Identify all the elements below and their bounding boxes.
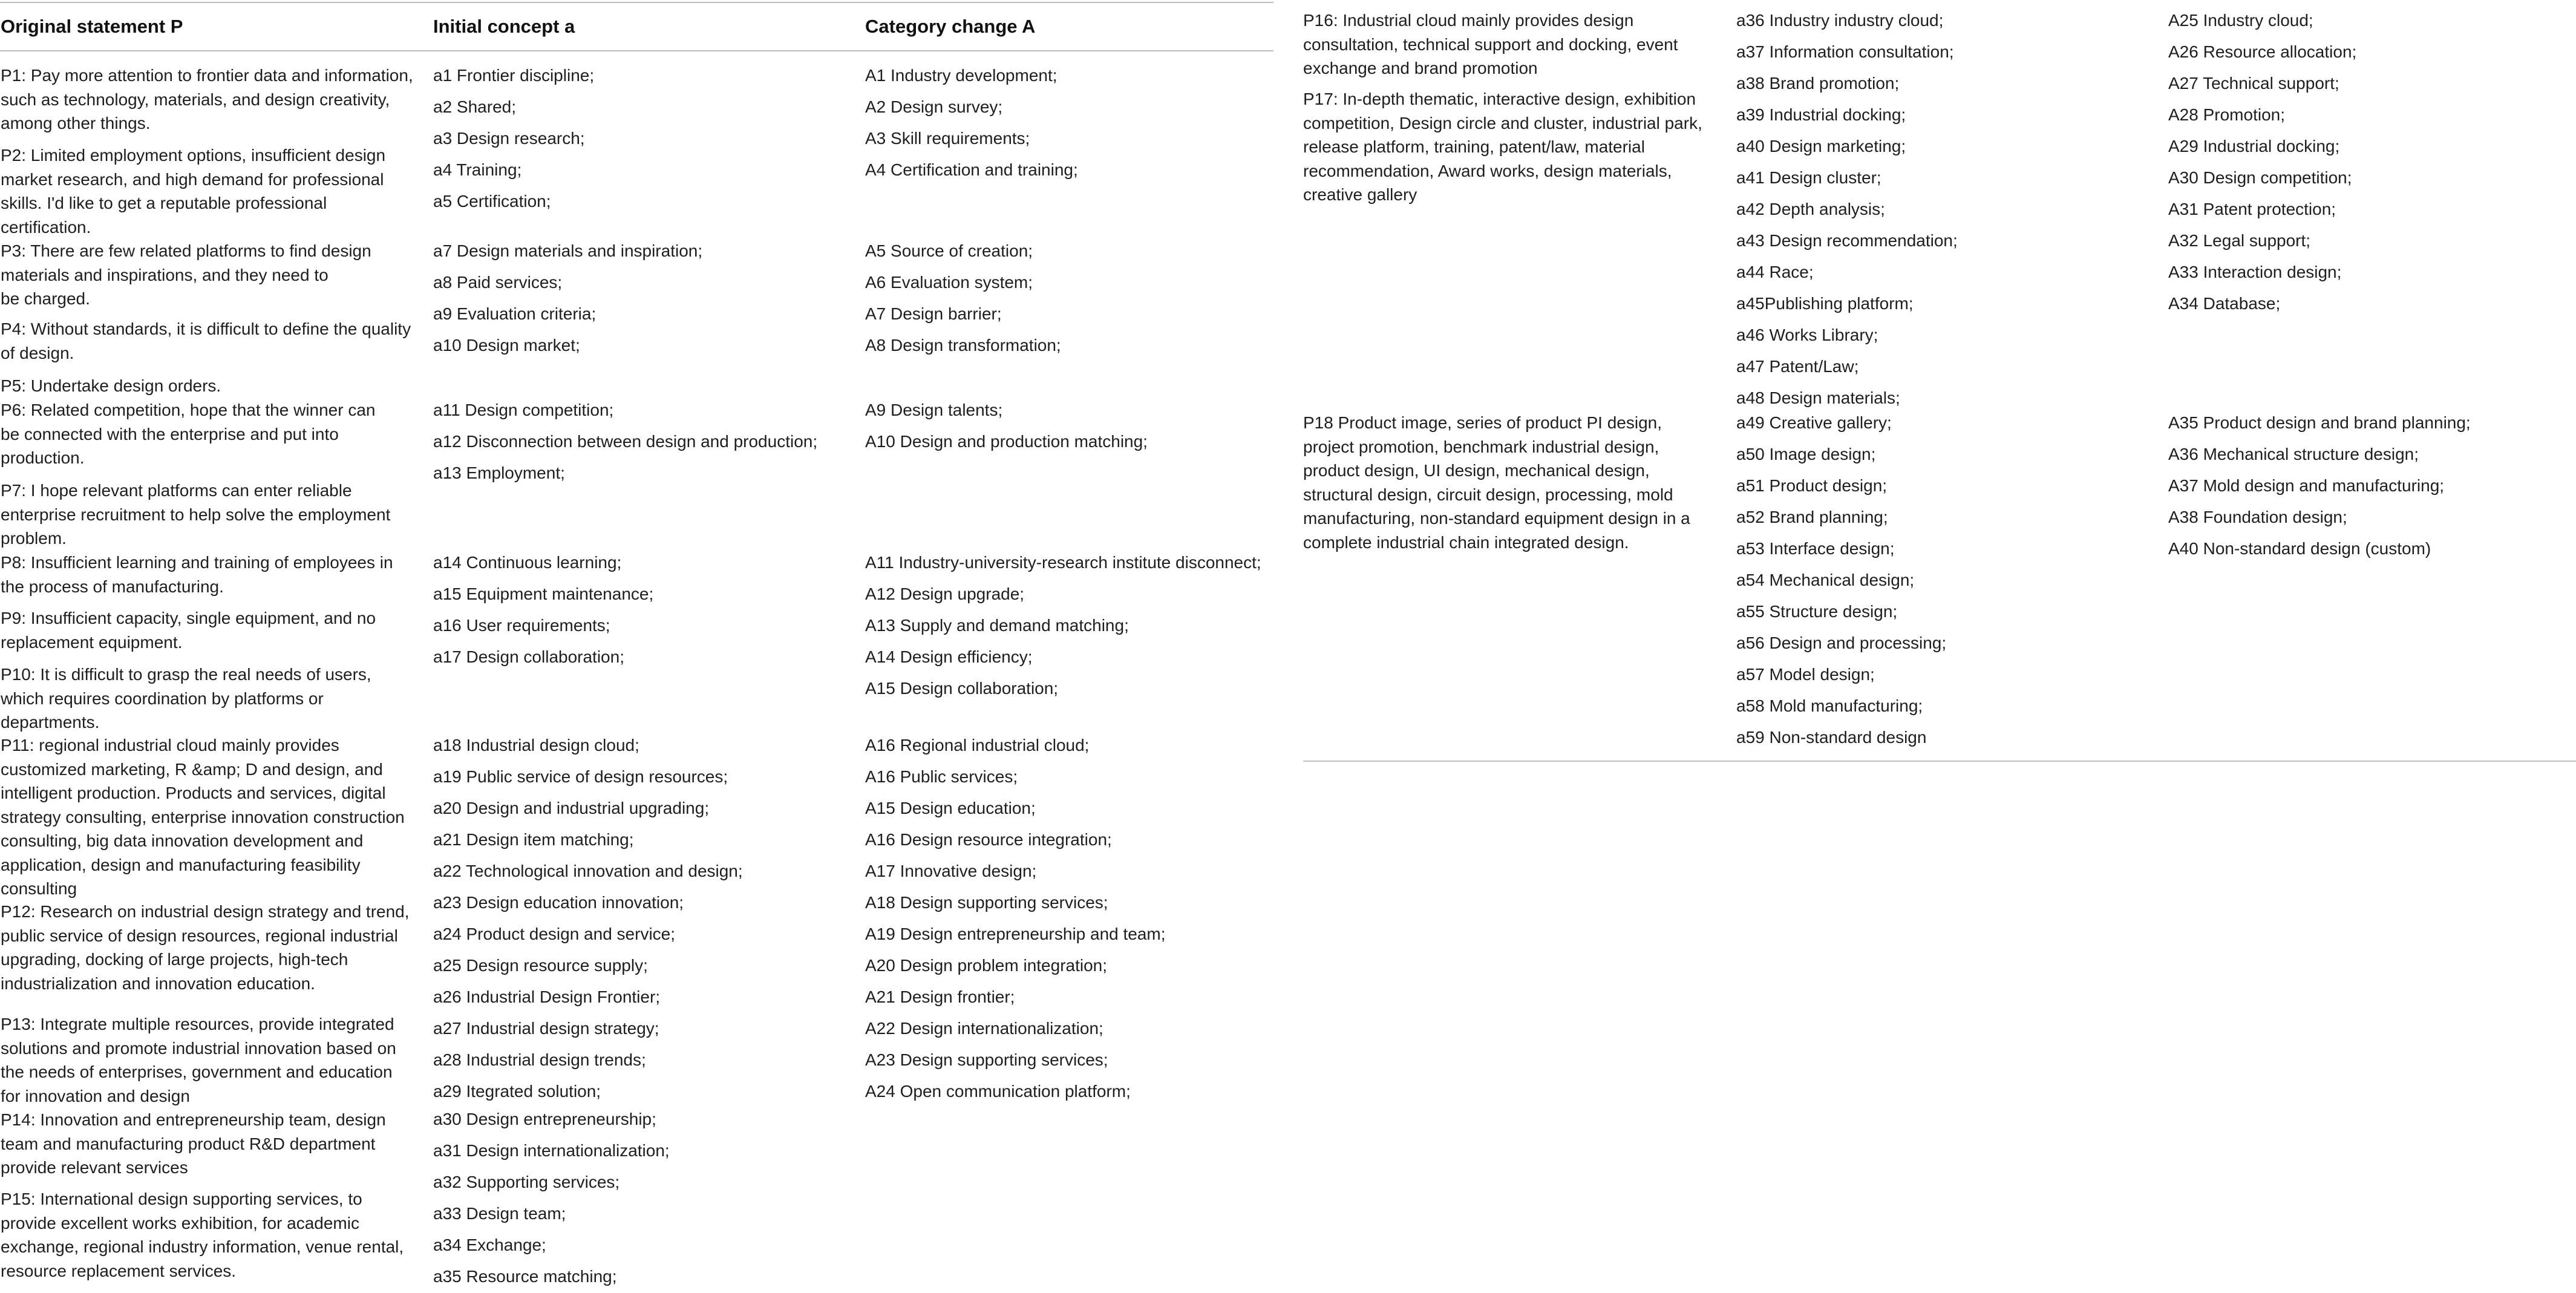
statement-p17: P17: In-depth thematic, interactive design, exhibition competition, Design circle and cluster, industrial park, release platform, training, patent/law, material recommendation, Award works, design materials, creative gallery [1303, 90, 1702, 204]
statement-p8: P8: Insufficient learning and training of employees in the process of manufacturing. [1, 553, 393, 596]
concept-item: a39 Industrial docking; [1736, 105, 1906, 124]
concept-item: a7 Design materials and inspiration; [433, 241, 703, 260]
statement-p13: P13: Integrate multiple resources, provide integrated solutions and promote industrial innovation based on the needs of enterprises, government and education for innovation and design [1, 1015, 396, 1105]
concept-item: a15 Equipment maintenance; [433, 584, 654, 603]
category-item: A15 Design education; [865, 799, 1036, 817]
concept-item: a51 Product design; [1736, 476, 1888, 495]
concept-item: a46 Works Library; [1736, 326, 1878, 344]
category-item: A12 Design upgrade; [865, 584, 1025, 603]
category-item: A1 Industry development; [865, 66, 1058, 85]
concept-item: a29 Itegrated solution; [433, 1082, 601, 1101]
table-bottom-rule [1303, 761, 2576, 762]
concept-item: a44 Race; [1736, 263, 1814, 281]
statement-p16: P16: Industrial cloud mainly provides design consultation, technical support and docking, event exchange and brand promotion [1303, 11, 1678, 77]
concept-item: a9 Evaluation criteria; [433, 304, 597, 323]
concept-item: a47 Patent/Law; [1736, 357, 1859, 376]
category-item: A34 Database; [2168, 294, 2281, 313]
concept-item: a25 Design resource supply; [433, 956, 648, 975]
concept-item: a19 Public service of design resources; [433, 767, 728, 786]
concept-item: a11 Design competition; [433, 401, 614, 419]
category-item: A18 Design supporting services; [865, 893, 1108, 912]
category-item: A28 Promotion; [2168, 105, 2285, 124]
concept-item: a43 Design recommendation; [1736, 231, 1958, 250]
concept-item: a34 Exchange; [433, 1236, 546, 1254]
concept-item: a17 Design collaboration; [433, 647, 624, 666]
category-item: A2 Design survey; [865, 97, 1003, 116]
concept-item: a49 Creative gallery; [1736, 413, 1892, 432]
category-item: A17 Innovative design; [865, 862, 1037, 880]
concept-item: a55 Structure design; [1736, 602, 1898, 621]
statement-p2: P2: Limited employment options, insufficient design market research, and high demand for professional skills. I'd like to get a reputable professional certification. [1, 146, 386, 237]
category-item: A6 Evaluation system; [865, 273, 1033, 292]
concept-item: a18 Industrial design cloud; [433, 736, 639, 755]
category-item: A15 Design collaboration; [865, 679, 1059, 698]
concept-item: a3 Design research; [433, 129, 585, 148]
category-item: A38 Foundation design; [2168, 508, 2347, 526]
statement-p9: P9: Insufficient capacity, single equipment, and no replacement equipment. [1, 609, 376, 652]
category-item: A9 Design talents; [865, 401, 1003, 419]
category-item: A32 Legal support; [2168, 231, 2311, 250]
statement-p6: P6: Related competition, hope that the winner can be connected with the enterprise and put into production. [1, 401, 376, 467]
table-top-rule [0, 2, 1273, 3]
category-item: A16 Public services; [865, 767, 1018, 786]
category-item: A21 Design frontier; [865, 987, 1015, 1006]
category-item: A40 Non-standard design (custom) [2168, 539, 2431, 558]
statement-p12: P12: Research on industrial design strategy and trend, public service of design resources, regional industrial upgrading, docking of large projects, high-tech industrialization and innovation education. [1, 902, 410, 993]
concept-item: a52 Brand planning; [1736, 508, 1888, 526]
category-item: A22 Design internationalization; [865, 1019, 1103, 1038]
category-item: A27 Technical support; [2168, 74, 2339, 93]
category-item: A4 Certification and training; [865, 160, 1078, 179]
concept-item: a57 Model design; [1736, 665, 1875, 684]
concept-item: a1 Frontier discipline; [433, 66, 595, 85]
category-item: A16 Regional industrial cloud; [865, 736, 1090, 755]
header-bottom-rule [0, 50, 1273, 51]
category-item: A11 Industry-university-research institute disconnect; [865, 553, 1261, 572]
category-item: A13 Supply and demand matching; [865, 616, 1129, 635]
category-item: A16 Design resource integration; [865, 830, 1112, 849]
concept-item: a30 Design entrepreneurship; [433, 1110, 656, 1128]
category-item: A25 Industry cloud; [2168, 11, 2313, 30]
statement-p15: P15: International design supporting services, to provide excellent works exhibition, for academic exchange, regional industry information, venue rental, resource replacement services. [1, 1190, 404, 1280]
category-item: A31 Patent protection; [2168, 200, 2336, 218]
category-item: A19 Design entrepreneurship and team; [865, 925, 1166, 943]
concept-item: a14 Continuous learning; [433, 553, 622, 572]
statement-p5: P5: Undertake design orders. [1, 376, 221, 395]
statement-p4: P4: Without standards, it is difficult to define the quality of design. [1, 319, 411, 362]
concept-item: a40 Design marketing; [1736, 137, 1906, 155]
category-item: A3 Skill requirements; [865, 129, 1030, 148]
concept-item: a16 User requirements; [433, 616, 610, 635]
statement-p7: P7: I hope relevant platforms can enter reliable enterprise recruitment to help solve the employment problem. [1, 481, 391, 548]
statement-p10: P10: It is difficult to grasp the real needs of users, which requires coordination by platforms or departments. [1, 665, 371, 732]
concept-item: a21 Design item matching; [433, 830, 634, 849]
statement-p11: P11: regional industrial cloud mainly provides customized marketing, R &amp; D and design, and intelligent production. Products and services, digital strategy consulting, enterprise innovation construction consulting, big data innovation development and application, design and manufacturing feasibility consulting [1, 736, 405, 898]
category-item: A23 Design supporting services; [865, 1050, 1108, 1069]
category-item: A10 Design and production matching; [865, 432, 1148, 451]
concept-item: a36 Industry industry cloud; [1736, 11, 1944, 30]
statement-p14: P14: Innovation and entrepreneurship team, design team and manufacturing product R&D department provide relevant services [1, 1110, 386, 1177]
concept-item: a28 Industrial design trends; [433, 1050, 646, 1069]
category-item: A26 Resource allocation; [2168, 42, 2357, 61]
header-category-change: Category change A [865, 16, 1036, 37]
concept-item: a24 Product design and service; [433, 925, 676, 943]
concept-item: a31 Design internationalization; [433, 1141, 670, 1160]
concept-item: a45Publishing platform; [1736, 294, 1914, 313]
concept-item: a4 Training; [433, 160, 522, 179]
concept-item: a48 Design materials; [1736, 388, 1900, 407]
concept-item: a10 Design market; [433, 336, 580, 355]
category-item: A8 Design transformation; [865, 336, 1061, 355]
concept-item: a37 Information consultation; [1736, 42, 1954, 61]
category-item: A24 Open communication platform; [865, 1082, 1131, 1101]
concept-item: a5 Certification; [433, 192, 551, 211]
concept-item: a23 Design education innovation; [433, 893, 684, 912]
category-item: A30 Design competition; [2168, 168, 2352, 187]
category-item: A29 Industrial docking; [2168, 137, 2340, 155]
statement-p18: P18 Product image, series of product PI design, project promotion, benchmark industrial design, product design, UI design, mechanical design, structural design, circuit design, processing, mold manufacturing, non-standard equipment design in a complete industrial chain integrated design. [1303, 413, 1690, 552]
statement-p3: P3: There are few related platforms to find design materials and inspirations, and they need to be charged. [1, 241, 371, 308]
concept-item: a2 Shared; [433, 97, 516, 116]
category-item: A35 Product design and brand planning; [2168, 413, 2471, 432]
category-item: A36 Mechanical structure design; [2168, 445, 2419, 463]
header-original-statement: Original statement P [1, 16, 183, 37]
concept-item: a33 Design team; [433, 1204, 566, 1223]
category-item: A33 Interaction design; [2168, 263, 2342, 281]
concept-item: a53 Interface design; [1736, 539, 1895, 558]
concept-item: a38 Brand promotion; [1736, 74, 1900, 93]
concept-item: a20 Design and industrial upgrading; [433, 799, 710, 817]
concept-item: a59 Non-standard design [1736, 728, 1927, 747]
category-item: A14 Design efficiency; [865, 647, 1033, 666]
category-item: A5 Source of creation; [865, 241, 1033, 260]
category-item: A37 Mold design and manufacturing; [2168, 476, 2445, 495]
concept-item: a50 Image design; [1736, 445, 1876, 463]
concept-item: a56 Design and processing; [1736, 633, 1947, 652]
category-item: A20 Design problem integration; [865, 956, 1108, 975]
concept-item: a41 Design cluster; [1736, 168, 1881, 187]
concept-item: a32 Supporting services; [433, 1173, 620, 1191]
statement-p1: P1: Pay more attention to frontier data and information, such as technology, materials, and design creativity, among other things. [1, 66, 413, 133]
concept-item: a35 Resource matching; [433, 1267, 617, 1286]
concept-item: a26 Industrial Design Frontier; [433, 987, 661, 1006]
concept-item: a27 Industrial design strategy; [433, 1019, 659, 1038]
category-item: A7 Design barrier; [865, 304, 1002, 323]
concept-item: a42 Depth analysis; [1736, 200, 1885, 218]
concept-item: a22 Technological innovation and design; [433, 862, 743, 880]
header-initial-concept: Initial concept a [433, 16, 575, 37]
concept-item: a13 Employment; [433, 463, 565, 482]
concept-item: a58 Mold manufacturing; [1736, 696, 1923, 715]
concept-item: a8 Paid services; [433, 273, 563, 292]
concept-item: a12 Disconnection between design and production; [433, 432, 818, 451]
concept-item: a54 Mechanical design; [1736, 571, 1915, 589]
